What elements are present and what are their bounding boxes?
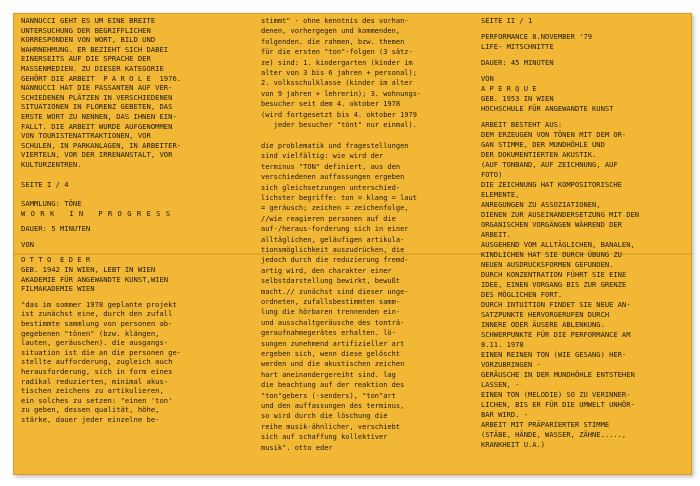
section-heading: SEITE II / 1 — [481, 16, 533, 25]
text-line: UNTERSUCHUNG DER BEGRIFFLICHEN — [21, 25, 151, 35]
text-line: (AUF TONBAND, AUF ZEICHNUNG, AUF — [481, 160, 618, 169]
text-line: ARBEIT. — [481, 230, 511, 239]
text-line: musik". otto eder — [261, 443, 333, 452]
text-line: SCHULEN, IN PARKANLAGEN, IN ARBEITER- — [21, 140, 182, 150]
text-line: EINEN TON (MELODIE) SO ZU VERINNER- — [481, 390, 631, 399]
text-line: werden und die akustischen zeichen — [261, 360, 405, 369]
text-line: ist zunächst eine, durch den zufall — [21, 309, 173, 319]
text-line: jeder besucher "tönt" nur einmal). — [261, 121, 417, 130]
text-line: BAR WIRD. - — [481, 410, 528, 419]
bio-line: HOCHSCHULE FÜR ANGEWANDTE KUNST — [481, 104, 614, 113]
section-heading: SEITE I / 4 — [21, 179, 69, 189]
text-line: ARBEIT BESTEHT AUS: — [481, 120, 563, 129]
text-line: sich auf schaffung kollektiver — [261, 433, 388, 442]
text-line: ANREGUNGEN ZU ASSOZIATIONEN, — [481, 200, 601, 209]
bio-line: GEB. 1942 IN WIEN, LEBT IN WIEN — [21, 265, 156, 275]
text-line: verschiedenen auffassungen ergeben — [261, 173, 405, 182]
bio-line: GEB. 1953 IN WIEN — [481, 94, 554, 103]
text-line: DURCH KONZENTRATION FÜHRT SIE EINE — [481, 270, 627, 279]
text-line: ELEMENTE, — [481, 190, 520, 199]
text-line: sungen zunehmend artifizieller art — [261, 339, 405, 348]
text-line: herausforderung, sich in form eines — [21, 367, 173, 376]
text-line: und den auffassungen des terminus, — [261, 402, 405, 411]
text-line: VORZUBRINGEN - — [481, 360, 541, 369]
text-line: alter von 3 bis 6 jahren + personal); — [261, 69, 417, 78]
text-line: folgenden. die rahmen, bzw. themen — [261, 37, 405, 46]
text-line: VIERTELN, VOR DER IRRENANSTALT, VOR — [21, 150, 173, 160]
text-line: KINDLICHEN HAT SIE DURCH ÜBUNG ZU — [481, 250, 622, 259]
text-line: GEHÖRT DIE ARBEIT P A R O L E 1976. — [21, 73, 182, 83]
text-line: für die ersten "ton"-folgen (3 sätz- — [261, 48, 413, 57]
text-line: 2. volksschulklasse (kinder im alter — [261, 79, 413, 88]
text-line: DIE ZEICHNUNG HAT KOMPOSITORISCHE — [481, 180, 622, 189]
recording-label: LIFE- MITSCHNITTE — [481, 42, 554, 51]
text-line: "das im sommer 1978 geplante projekt — [21, 299, 177, 309]
text-line: FALLT. DIE ARBEIT WURDE AUFGENOMMEN — [21, 121, 173, 131]
text-line: reihe musik-ähnlicher, verschiebt — [261, 422, 401, 431]
text-line: INNERE ODER ÄUSERE ABLENKUNG. — [481, 320, 605, 329]
text-line: ein solches zu setzen: "einen 'ton' — [21, 395, 173, 405]
text-line: jedoch durch die reduzierung fremd- — [261, 256, 409, 265]
text-line: ERSTE WORT ZU NENNEN, DAS IHNEN EIN- — [21, 111, 177, 121]
duration-label: DAUER: 45 MINUTEN — [481, 58, 554, 67]
text-line: VON TOURISTENATTRAKTIONEN, VOR — [21, 131, 151, 141]
text-line: so wird durch die löschung die — [261, 412, 388, 421]
text-line: NEUEN AUSDRUCKSFORMEN GEFUNDEN. — [481, 260, 614, 269]
text-line: zu geben, dessen qualität, höhe, — [21, 405, 160, 415]
text-line: 8.11. 1978 — [481, 340, 524, 349]
text-line: die beachtung auf der reaktion des — [261, 381, 405, 390]
text-line — [261, 130, 477, 140]
by-label: VON — [21, 239, 34, 249]
text-line: und ausschaltgeräusche des tonträ- — [261, 318, 405, 327]
text-line: radikal reduzierten, minimal akus- — [21, 376, 169, 386]
text-line: SITUATIONEN IN FLORENZ GEBETEN, DAS — [21, 102, 173, 112]
text-line: KRANKHEIT U.A.) — [481, 440, 546, 449]
text-line: WAHRNEHMUNG. ER BEZIEHT SICH DABEI — [21, 44, 169, 54]
typewritten-sheet — [13, 13, 692, 475]
collection-label: SAMMLUNG: TÖNE — [21, 199, 82, 209]
text-line: SCHWERPUNKTE FÜR DIE PERFORMANCE AM — [481, 330, 631, 339]
text-line: lauten, geräuschen). die ausgangs- — [21, 338, 169, 348]
column-right — [481, 16, 687, 450]
text-line: terminus "TON" definiert, aus den — [261, 162, 401, 171]
text-line: SCHIEDENEN PLÄTZEN IN VERSCHIEDENEN — [21, 92, 173, 102]
text-line: EINERSEITS AUF DIE SPRACHE DER — [21, 54, 151, 64]
by-label: VON — [481, 74, 494, 83]
text-line: sich gleichsetzungen unterschied- — [261, 183, 401, 192]
text-line: gegebenen "tönen" (bzw. klängen, — [21, 328, 160, 338]
text-line: EINEN REINEN TON (WIE GESANG) HER- — [481, 350, 627, 359]
text-line: GERÄUSCHE IN DER MUNDHÖHLE ENTSTEHEN — [481, 370, 635, 379]
text-line: FOTO) — [481, 170, 503, 179]
text-line: DES MÖGLICHEN FORT. — [481, 290, 563, 299]
text-line: GAN STIMME, DER MUNDHÖHLE UND — [481, 140, 605, 149]
text-line: = geräusch; zeichen = zeichenfolge, — [261, 204, 409, 213]
text-line: die problematik und fragestellungen — [261, 141, 409, 150]
text-line: stimmt" - ohne kenntnis des vorhan- — [261, 17, 409, 25]
text-line: besucher seit dem 4. oktober 1978 — [261, 100, 401, 109]
text-line: bestimmte sammlung von personen ab- — [21, 319, 173, 329]
text-line: stellte aufforderung, zugleich auch — [21, 357, 173, 367]
text-line: macht.// zunächst sind dieser unge- — [261, 287, 409, 296]
performance-date: PERFORMANCE 8.NOVEMBER '79 — [481, 32, 593, 41]
spacer — [21, 170, 257, 180]
text-line: DER DOKUMENTIERTEN AKUSTIK. — [481, 150, 597, 159]
text-line: //wie reagieren personen auf die — [261, 214, 396, 223]
artist-name: O T T O E D E R — [21, 255, 91, 265]
text-line: hart aneinandergereiht sind. lag — [261, 370, 396, 379]
duration-label: DAUER: 5 MINUTEN — [21, 224, 91, 234]
text-line: situation ist die an die personen ge- — [21, 347, 182, 357]
bio-line: AKADEMIE FÜR ANGEWANDTE KUNST,WIEN — [21, 274, 169, 284]
text-line: ergeben sich, wenn diese gelöscht — [261, 350, 401, 358]
text-line: NANNUCCI HAT DIE PASSANTEN AUF VER- — [21, 83, 173, 93]
text-line: artig wird, den charakter einer — [261, 266, 392, 275]
spacer — [21, 189, 257, 199]
text-line: NANNUCCI GEHT ES UM EINE BREITE — [21, 16, 156, 25]
text-line: ARBEIT MIT PRÄPARIERTER STIMME — [481, 420, 610, 429]
text-line: AUSGEHEND VOM ALLTÄGLICHEN, BANALEN, — [481, 240, 635, 249]
text-line: sind vielfältig: wie wird der — [261, 152, 384, 161]
text-line: DIENEN ZUR AUSEINANDERSETZUNG MIT DEN — [481, 210, 640, 219]
text-line: ze) sind: 1. kindergarten (kinder im — [261, 58, 413, 67]
text-line: (STÄBE, HÄNDE, WASSER, ZÄHNE....., — [481, 430, 627, 439]
text-line: DURCH INTUITION FINDET SIE NEUE AN- — [481, 300, 631, 309]
column-middle — [261, 16, 477, 453]
text-line: ORGANISCHEN VORGÄNGEN WÄHREND DER — [481, 220, 622, 229]
work-title: W O R K I N P R O G R E S S — [21, 208, 171, 218]
text-line: tischen zeichens zu artikulieren, — [21, 386, 164, 396]
bio-line: FILMAKADEMIE WIEN — [21, 284, 95, 294]
text-line: von 9 jahren + lehrerin); 3. wohnungs- — [261, 89, 422, 98]
text-line: denen, vorhergegen und kommenden, — [261, 27, 401, 36]
text-line: LASSEN, - — [481, 380, 520, 389]
text-line: lung die hörbaren trennenden ein- — [261, 308, 401, 317]
text-line: ordneten, zufallsbestimmten samm- — [261, 297, 401, 306]
text-line: selbstdarstellung bewirkt, bewußt — [261, 277, 401, 286]
text-line: LICHEN, BIS ER FÜR DIE UMWELT UNHÖR- — [481, 400, 635, 409]
text-line: geraufnahmegerätes erhalten. lö- — [261, 329, 396, 338]
text-line: alltäglichen, geläufigen artikula- — [261, 235, 405, 244]
text-line: lichster begriffe: ton = klang = laut — [261, 193, 417, 202]
text-line: KULTURZENTREN. — [21, 159, 82, 169]
column-left — [21, 16, 257, 425]
text-line: tionsmöglichkeit auszudrücken, die — [261, 245, 405, 254]
text-line: IDEE, EINEN VORGANG BIS ZUR GRENZE — [481, 280, 627, 289]
text-line: stärke, dauer jeder einzelne be- — [21, 414, 160, 424]
text-line: "ton"gebers (-senders), "ton"art — [261, 391, 396, 400]
artist-name: A P E R Q U E — [481, 84, 537, 93]
text-line: KORRESPONDEN VON WORT, BILD UND — [21, 35, 156, 45]
text-line: DEM ERZEUGEN VON TÖNEN MIT DEM OR- — [481, 130, 627, 139]
text-line: MASSENMEDIEN. ZU DIESER KATEGORIE — [21, 63, 164, 73]
text-line: (wird fortgesetzt bis 4. oktober 1979 — [261, 110, 417, 119]
text-line: auf-/heraus-forderung sich in einer — [261, 225, 409, 234]
text-line: SATZPUNKTE HERVORGERUFEN DURCH — [481, 310, 610, 319]
